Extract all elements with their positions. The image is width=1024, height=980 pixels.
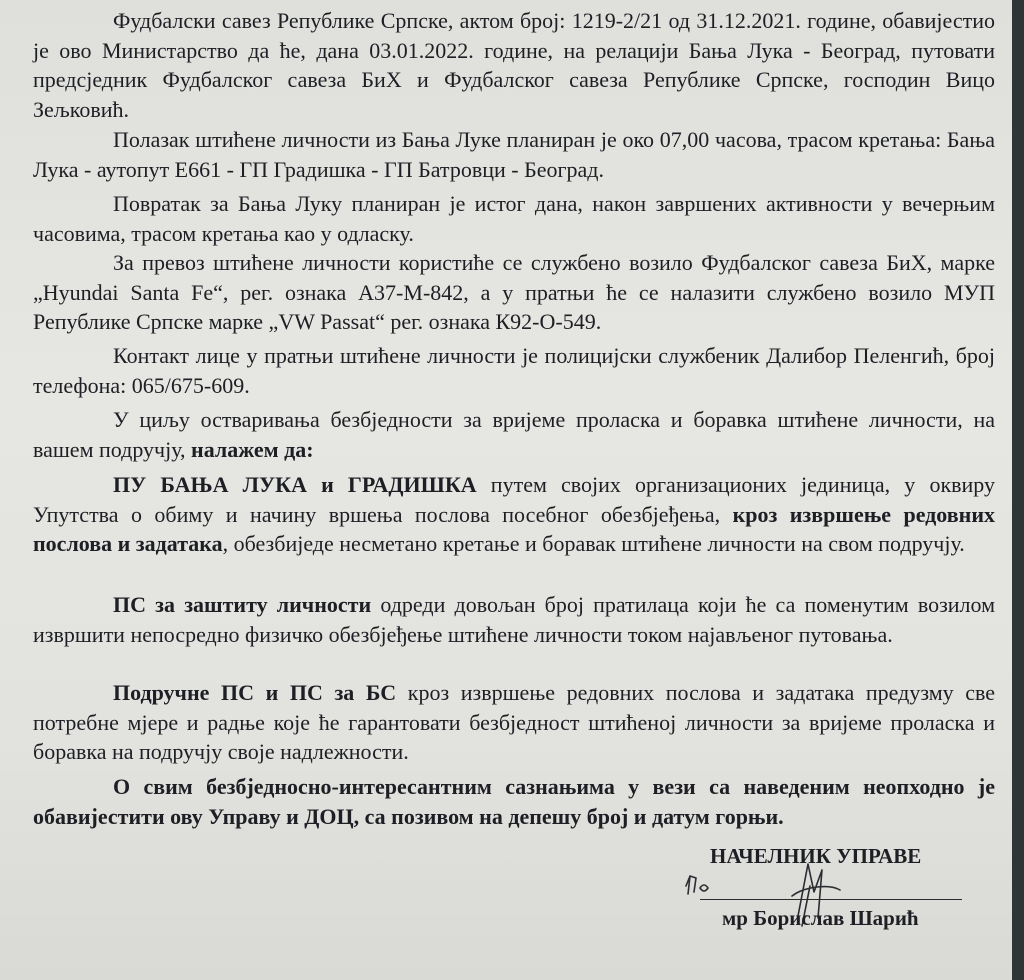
paragraph-return-text: Повратак за Бања Луку планиран је истог дана, након завршених активности у вечерњим часовима, трасом кретања као у одласку. — [33, 191, 995, 246]
ps-protection-text: одреди довољан број пратилаца који ће са поменутим возилом извршити непосредно физичко обезбјеђење штићене личности током најављеног путовања. — [33, 592, 996, 647]
paragraph-departure — [33, 125, 995, 184]
pu-units-bold: ПУ БАЊА ЛУКА и ГРАДИШКА — [113, 472, 477, 497]
reporting-bold-text: О свим безбједносно-интересантним сазнањима у вези са наведеним неопходно је обавијестити ову Управу и ДОЦ, са позивом на депешу број и датум горњи. — [33, 774, 995, 829]
paragraph-return — [33, 189, 995, 248]
paragraph-order-intro — [33, 405, 995, 464]
paragraph-ps-protection — [33, 590, 995, 649]
paragraph-contact-text: Контакт лице у пратњи штићене личности је полицијски службеник Далибор Пеленгић, број телефона: 065/675-609. — [33, 343, 995, 398]
ps-protection-bold: ПС за заштиту личности — [113, 592, 372, 617]
paragraph-vehicles — [33, 248, 995, 337]
paragraph-departure-text: Полазак штићене личности из Бања Луке планиран је око 07,00 часова, трасом кретања: Бања Лука - аутопут Е661 - ГП Градишка - ГП Батровци - Београд. — [33, 127, 995, 182]
pu-order-bold-2: кроз извршење редовних послова и задатака — [33, 501, 995, 556]
order-intro-text: У циљу остваривања безбједности за вријеме проласка и боравка штићене личности, на вашем подручју, — [33, 407, 995, 462]
paragraph-notification — [33, 6, 995, 124]
local-ps-text: кроз извршење редовних послова и задатака предузму све потребне мјере и радње које ће гарантовати безбједност штићеној личности за вријеме проласка и боравка на подручју своје надлежности. — [33, 680, 996, 764]
paragraph-local-ps — [33, 678, 995, 767]
signature-line — [700, 899, 962, 900]
paragraph-pu-order — [33, 470, 995, 559]
paragraph-vehicles-text: За превоз штићене личности користиће се службено возило Фудбалског савеза БиХ, марке „Hyundai Santa Fe“, рег. ознака А37-М-842, а у пратњи ће се налазити службено возило МУП Републике Српске марке „VW Passat“ рег. ознака К92-О-549. — [33, 250, 995, 334]
paragraph-contact — [33, 341, 995, 400]
background-edge — [1012, 0, 1024, 980]
paragraph-reporting — [33, 772, 995, 831]
order-intro-bold: налажем да: — [191, 436, 314, 462]
paragraph-notification-text: Фудбалски савез Републике Српске, актом број: 1219-2/21 од 31.12.2021. године, обавијестио је ово Министарство да ће, дана 03.01.2022. године, на релацији Бања Лука - Београд, путовати предсједник Фудбалског савеза БиХ и Фудбалског савеза Републике Српске, господин Вицо Зељковић. — [33, 8, 995, 122]
signatory-name: мр Борислав Шарић — [722, 906, 919, 930]
pu-order-text-2: , обезбиједе несметано кретање и боравак штићене личности на свом подручју. — [222, 531, 965, 556]
signatory-title: НАЧЕЛНИК УПРАВЕ — [710, 844, 922, 868]
local-ps-bold: Подручне ПС и ПС за БС — [113, 680, 397, 705]
pu-order-text-1: путем својих организационих јединица, у оквиру Упутства о обиму и начину вршења послова посебног обезбјеђења, — [33, 472, 996, 527]
